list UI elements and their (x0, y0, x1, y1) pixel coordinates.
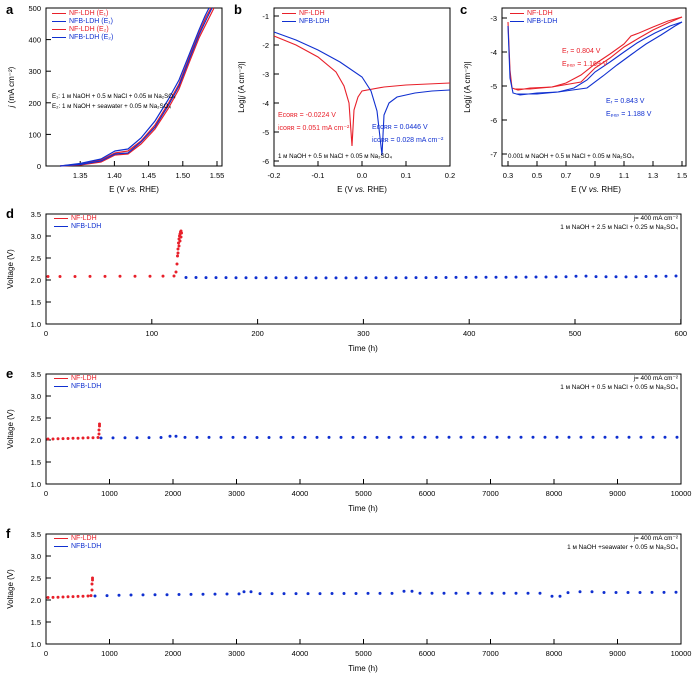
svg-text:600: 600 (674, 329, 688, 338)
panel-c-condition: 0.001 м NaOH + 0.5 м NaCl + 0.05 м Na₂SO₄ (508, 153, 635, 160)
svg-text:-6: -6 (262, 157, 269, 166)
svg-text:300: 300 (357, 329, 370, 338)
svg-text:Log|j (A cm⁻²)|: Log|j (A cm⁻²)| (463, 61, 472, 113)
svg-text:Log|j (A cm⁻²)|: Log|j (A cm⁻²)| (237, 61, 246, 113)
svg-text:2000: 2000 (164, 489, 182, 498)
svg-text:0.0: 0.0 (356, 171, 368, 180)
panel-b-legend (282, 10, 329, 25)
panel-c-erep-red: Eₚₑₚ = 1.169 V (562, 61, 608, 68)
svg-text:2.5: 2.5 (30, 574, 41, 583)
svg-text:Time (h): Time (h) (348, 504, 378, 513)
svg-text:500: 500 (28, 4, 41, 13)
panel-d-legend (54, 215, 101, 230)
svg-text:1000: 1000 (101, 649, 118, 658)
panel-f-notes (567, 535, 678, 552)
legend-label-nf-ldh: NF-LDH (527, 10, 553, 17)
legend-swatch-nfb-ldh-e1 (52, 21, 66, 22)
legend-label-nfb-ldh: NFB-LDH (71, 543, 102, 550)
svg-text:1.5: 1.5 (30, 298, 41, 307)
svg-text:0: 0 (43, 329, 49, 338)
svg-text:E (V vs. RHE): E (V vs. RHE) (571, 185, 621, 194)
panel-a (0, 0, 236, 205)
legend-label-nf-ldh: NF-LDH (299, 10, 325, 17)
svg-text:7000: 7000 (482, 489, 499, 498)
svg-text:1.55: 1.55 (209, 171, 225, 180)
panel-a-note-e2: E₂: 1 м NaOH + seawater + 0.05 м Na₂SO₄ (52, 103, 172, 110)
svg-text:4000: 4000 (291, 489, 309, 498)
legend-swatch-nf-ldh (282, 13, 296, 14)
svg-text:0.2: 0.2 (444, 171, 456, 180)
svg-text:0.9: 0.9 (589, 171, 601, 180)
panel-d (0, 206, 700, 366)
svg-text:1.45: 1.45 (141, 171, 156, 180)
legend-swatch-nf-ldh (54, 538, 68, 539)
svg-text:1.0: 1.0 (30, 320, 41, 329)
svg-text:1.50: 1.50 (175, 171, 191, 180)
panel-d-electrolyte: 1 м NaOH + 2.5 м NaCl + 0.25 м Na₂SO₄ (560, 223, 678, 231)
legend-swatch-nf-ldh (54, 378, 68, 379)
svg-text:0: 0 (36, 162, 41, 171)
svg-text:3.5: 3.5 (30, 370, 41, 379)
panel-b-icorr-red: iᴄᴏʀʀ = 0.051 mA cm⁻² (278, 125, 350, 132)
panel-c-chart (458, 0, 700, 205)
svg-text:1.5: 1.5 (30, 458, 41, 467)
svg-text:5000: 5000 (355, 489, 372, 498)
panel-e-electrolyte: 1 м NaOH + 0.5 м NaCl + 0.05 м Na₂SO₄ (560, 383, 678, 391)
legend-label-nf-ldh: NF-LDH (71, 535, 97, 542)
svg-text:300: 300 (28, 67, 41, 77)
panel-f-letter: f (6, 526, 11, 541)
legend-swatch-nfb-ldh (54, 546, 68, 547)
panel-c-legend (510, 10, 557, 25)
svg-text:1.35: 1.35 (72, 171, 88, 180)
svg-text:Voltage (V): Voltage (V) (6, 249, 15, 289)
svg-text:8000: 8000 (545, 489, 563, 498)
legend-swatch-nfb-ldh-e2 (52, 37, 66, 38)
svg-text:400: 400 (28, 35, 41, 45)
panel-c-er-blue: Eᵣ = 0.843 V (606, 98, 645, 105)
legend-swatch-nfb-ldh (54, 386, 68, 387)
svg-text:-5: -5 (262, 128, 269, 137)
panel-b-icorr-blue: iᴄᴏʀʀ = 0.028 mA cm⁻² (372, 137, 444, 144)
svg-text:6000: 6000 (418, 489, 436, 498)
svg-text:2.0: 2.0 (30, 596, 41, 605)
svg-text:-0.2: -0.2 (267, 171, 281, 180)
svg-text:100: 100 (145, 329, 159, 338)
svg-text:1.40: 1.40 (107, 171, 122, 180)
panel-b-letter: b (234, 2, 242, 17)
svg-text:2.0: 2.0 (30, 436, 41, 445)
panel-e-notes (560, 375, 678, 392)
svg-text:100: 100 (28, 130, 41, 140)
svg-text:0: 0 (43, 649, 49, 658)
svg-text:3.0: 3.0 (30, 552, 41, 561)
legend-label-nf-ldh-e1: NF-LDH (E₁) (69, 10, 109, 17)
legend-label-nfb-ldh: NFB-LDH (527, 18, 558, 25)
svg-text:-3: -3 (262, 70, 269, 79)
svg-text:-4: -4 (490, 48, 497, 57)
panel-f-legend (54, 535, 101, 550)
svg-text:3.0: 3.0 (30, 232, 41, 241)
svg-text:-3: -3 (490, 14, 497, 23)
panel-b-ecorr-red: Eᴄᴏʀʀ = -0.0224 V (278, 112, 336, 119)
panel-d-letter: d (6, 206, 14, 221)
svg-text:0.1: 0.1 (400, 171, 412, 180)
svg-text:0.7: 0.7 (560, 171, 572, 180)
panel-a-letter: a (6, 2, 14, 17)
panel-b-condition: 1 м NaOH + 0.5 м NaCl + 0.05 м Na₂SO₄ (278, 153, 392, 160)
legend-label-nfb-ldh: NFB-LDH (299, 18, 330, 25)
svg-text:E (V vs. RHE): E (V vs. RHE) (337, 185, 387, 194)
legend-swatch-nf-ldh (510, 13, 524, 14)
svg-text:5000: 5000 (355, 649, 372, 658)
svg-text:2.5: 2.5 (30, 254, 41, 263)
legend-label-nfb-ldh: NFB-LDH (71, 383, 102, 390)
svg-text:1.1: 1.1 (618, 171, 630, 180)
svg-text:0: 0 (43, 489, 49, 498)
svg-text:0.5: 0.5 (531, 171, 543, 180)
panel-e-letter: e (6, 366, 14, 381)
svg-text:8000: 8000 (545, 649, 563, 658)
panel-e (0, 366, 700, 526)
svg-text:E (V vs. RHE): E (V vs. RHE) (109, 185, 159, 194)
legend-label-nfb-ldh-e2: NFB-LDH (E₂) (69, 34, 114, 41)
legend-swatch-nf-ldh-e2 (52, 29, 66, 30)
svg-text:-6: -6 (490, 116, 497, 125)
legend-swatch-nfb-ldh (54, 226, 68, 227)
panel-b (232, 0, 462, 205)
svg-text:-4: -4 (262, 99, 269, 108)
svg-text:7000: 7000 (482, 649, 499, 658)
svg-text:-7: -7 (490, 150, 497, 159)
svg-text:-5: -5 (490, 82, 497, 91)
panel-b-chart (232, 0, 462, 205)
svg-text:1000: 1000 (101, 489, 118, 498)
svg-text:2.5: 2.5 (30, 414, 41, 423)
svg-text:3.0: 3.0 (30, 392, 41, 401)
svg-text:Time (h): Time (h) (348, 664, 378, 673)
svg-text:2.0: 2.0 (30, 276, 41, 285)
legend-swatch-nfb-ldh (282, 21, 296, 22)
svg-text:400: 400 (462, 329, 476, 338)
panel-d-notes (560, 215, 678, 232)
legend-label-nfb-ldh-e1: NFB-LDH (E₁) (69, 18, 113, 25)
svg-text:200: 200 (251, 329, 264, 338)
legend-swatch-nf-ldh (54, 218, 68, 219)
svg-text:Voltage (V): Voltage (V) (6, 569, 15, 609)
svg-text:-2: -2 (262, 41, 269, 50)
legend-swatch-nfb-ldh (510, 21, 524, 22)
svg-text:9000: 9000 (609, 489, 626, 498)
svg-text:1.0: 1.0 (30, 640, 41, 649)
panel-e-current-density: j= 400 mA cm⁻² (633, 375, 678, 382)
panel-a-note-e1: E₁: 1 м NaOH + 0.5 м NaCl + 0.05 м Na₂SO₄ (52, 93, 176, 100)
legend-swatch-nf-ldh-e1 (52, 13, 66, 14)
svg-text:200: 200 (28, 98, 41, 108)
svg-text:-0.1: -0.1 (311, 171, 325, 180)
svg-text:2000: 2000 (164, 649, 182, 658)
legend-label-nf-ldh: NF-LDH (71, 215, 97, 222)
panel-f-electrolyte: 1 м NaOH +seawater + 0.05 м Na₂SO₄ (567, 543, 678, 551)
panel-c-letter: c (460, 2, 468, 17)
svg-text:6000: 6000 (418, 649, 436, 658)
svg-text:Time (h): Time (h) (348, 344, 378, 353)
legend-label-nf-ldh: NF-LDH (71, 375, 97, 382)
legend-label-nfb-ldh: NFB-LDH (71, 223, 102, 230)
panel-b-ecorr-blue: Eᴄᴏʀʀ = 0.0446 V (372, 124, 428, 131)
panel-a-legend (52, 10, 113, 41)
svg-text:4000: 4000 (291, 649, 309, 658)
panel-c (458, 0, 700, 205)
svg-text:3000: 3000 (228, 489, 245, 498)
panel-f (0, 526, 700, 686)
svg-text:3.5: 3.5 (30, 210, 41, 219)
svg-text:Voltage (V): Voltage (V) (6, 409, 15, 449)
svg-text:0.3: 0.3 (502, 171, 514, 180)
svg-text:1.3: 1.3 (647, 171, 659, 180)
svg-text:j (mA cm⁻²): j (mA cm⁻²) (7, 66, 16, 108)
panel-e-legend (54, 375, 101, 390)
svg-text:500: 500 (568, 329, 582, 338)
panel-f-current-density: j= 400 mA cm⁻² (633, 535, 678, 542)
svg-text:-1: -1 (262, 12, 269, 21)
svg-text:1.5: 1.5 (30, 618, 41, 627)
svg-text:1.5: 1.5 (676, 171, 688, 180)
legend-label-nf-ldh-e2: NF-LDH (E₂) (69, 26, 109, 33)
panel-c-er-red: Eᵣ = 0.804 V (562, 48, 601, 55)
panel-d-current-density: j= 400 mA cm⁻² (633, 215, 678, 222)
svg-text:1.0: 1.0 (30, 480, 41, 489)
panel-c-erep-blue: Eₚₑₚ = 1.188 V (606, 111, 652, 118)
svg-text:10000: 10000 (670, 489, 692, 498)
svg-text:3000: 3000 (228, 649, 245, 658)
svg-text:3.5: 3.5 (30, 530, 41, 539)
svg-text:10000: 10000 (670, 649, 692, 658)
svg-text:9000: 9000 (609, 649, 626, 658)
